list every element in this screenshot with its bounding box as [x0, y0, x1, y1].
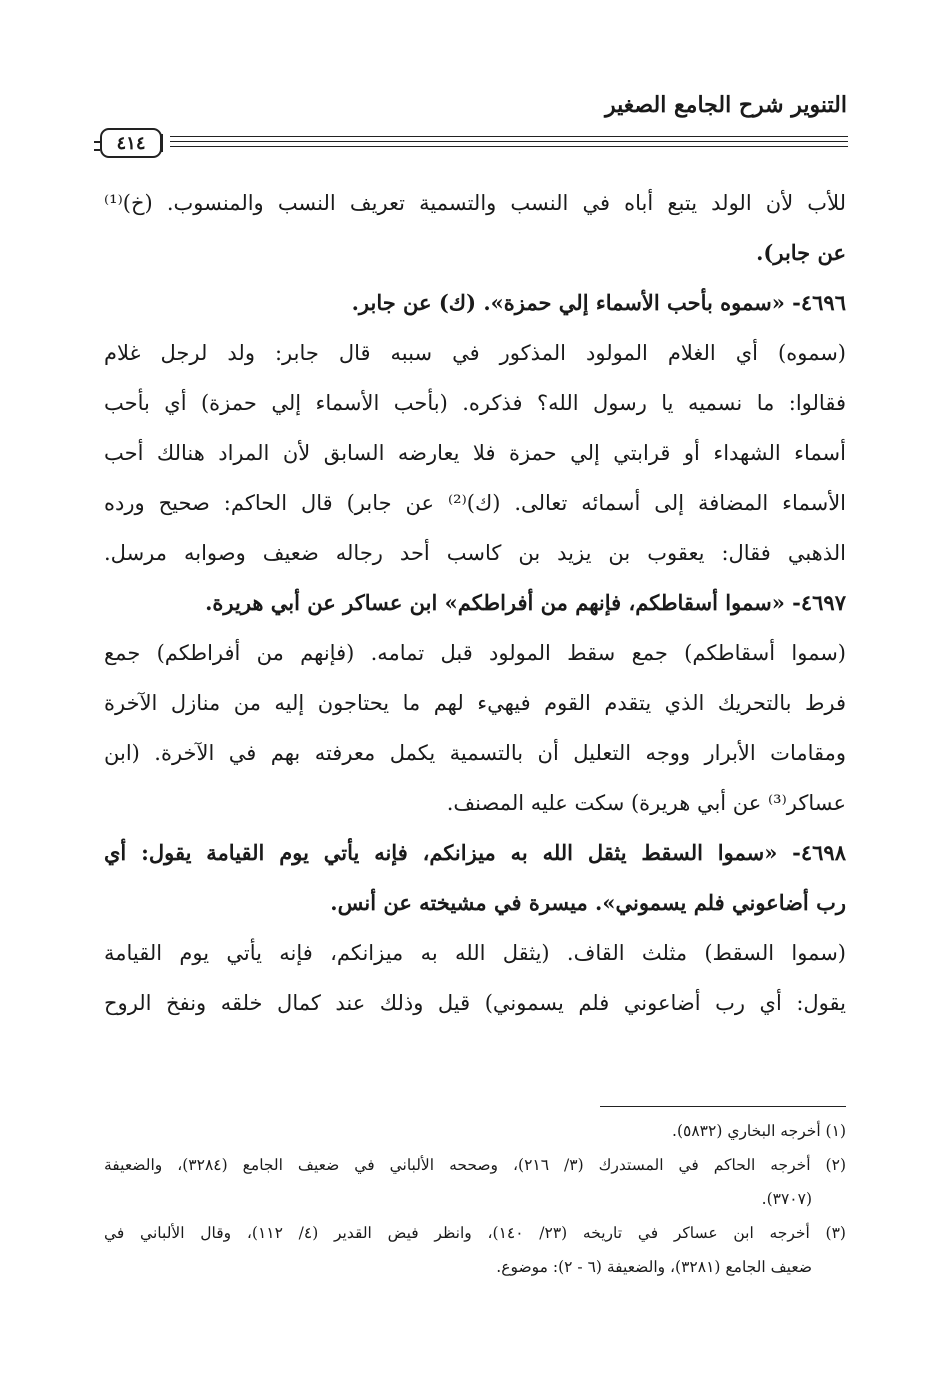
- page-number: ٤١٤: [100, 128, 162, 158]
- body-line: فرط بالتحريك الذي يتقدم القوم فيهيء لهم ما يحتاجون إليه من منازل الآخرة: [104, 691, 846, 715]
- footnote: (٣) أخرجه ابن عساكر في تاريخه (٢٣/ ١٤٠)، وانظر فيض القدير (٤/ ١١٢)، وقال الألباني في: [104, 1224, 846, 1242]
- body-line: (سموه) أي الغلام المولود المذكور في سببه قال جابر: ولد لرجل غلام: [104, 341, 846, 365]
- body-line: عساكر⁽³⁾ عن أبي هريرة) سكت عليه المصنف.: [446, 791, 846, 815]
- header-rule-line: [170, 141, 848, 142]
- footnotes: [104, 1114, 846, 1284]
- hadith-heading: ٤٦٩٨- «سموا السقط يثقل الله به ميزانكم، فإنه يأتي يوم القيامة يقول: أي: [104, 840, 846, 865]
- footnote: (٣٧٠٧).: [761, 1190, 812, 1208]
- body-line: أسماء الشهداء أو قرابتي إلي حمزة فلا يعارضه السابق لأن المراد هنالك أحب: [104, 441, 846, 465]
- body-line: الذهبي فقال: يعقوب بن يزيد بن كاسب أحد رجاله ضعيف وصوابه مرسل.: [104, 541, 846, 565]
- footnote: ضعيف الجامع (٣٢٨١)، والضعيفة (٦ - ٢): موضوع.: [496, 1258, 812, 1276]
- header-rule: [100, 128, 848, 168]
- hadith-heading: ٤٦٩٧- «سموا أسقاطكم، فإنهم من أفراطكم» ابن عساكر عن أبي هريرة.: [205, 590, 846, 615]
- hadith-heading: ٤٦٩٦- «سموه بأحب الأسماء إلي حمزة». (ك) عن جابر.: [351, 290, 846, 315]
- footnote: (٢) أخرجه الحاكم في المستدرك (٣/ ٢١٦)، وصححه الألباني في ضعيف الجامع (٣٢٨٤)، والضعيفة: [104, 1156, 846, 1174]
- body-text: [104, 178, 846, 1028]
- body-line: عن جابر).: [756, 240, 846, 265]
- body-line: يقول: أي رب أضاعوني فلم يسموني) قيل وذلك عند كمال خلقه ونفخ الروح: [104, 991, 846, 1015]
- body-line: (سموا السقط) مثلث القاف. (يثقل الله به ميزانكم، فإنه يأتي يوم القيامة: [104, 941, 846, 965]
- book-title: التنوير شرح الجامع الصغير: [605, 92, 847, 118]
- body-line: فقالوا: ما نسميه يا رسول الله؟ فذكره. (بأحب الأسماء إلي حمزة) أي بأحب: [104, 391, 846, 415]
- body-line: للأب لأن الولد يتبع أباه في النسب والتسمية تعريف النسب والمنسوب. (خ)⁽¹⁾: [104, 191, 846, 215]
- footnote: (١) أخرجه البخاري (٥٨٣٢).: [672, 1122, 846, 1140]
- body-line: (سموا أسقاطكم) جمع سقط المولود قبل تمامه. (فإنهم من أفراطكم) جمع: [104, 641, 846, 665]
- header-rule-line: [170, 146, 848, 147]
- header-rule-line: [170, 136, 848, 137]
- hadith-heading: رب أضاعوني فلم يسموني». ميسرة في مشيخته عن أنس.: [330, 890, 846, 915]
- body-line: الأسماء المضافة إلى أسمائه تعالى. (ك)⁽²⁾ عن جابر) قال الحاكم: صحيح ورده: [104, 491, 846, 515]
- body-line: ومقامات الأبرار ووجه التعليل أن بالتسمية يكمل معرفته بهم في الآخرة. (ابن: [104, 741, 846, 765]
- footnote-separator: [600, 1106, 846, 1107]
